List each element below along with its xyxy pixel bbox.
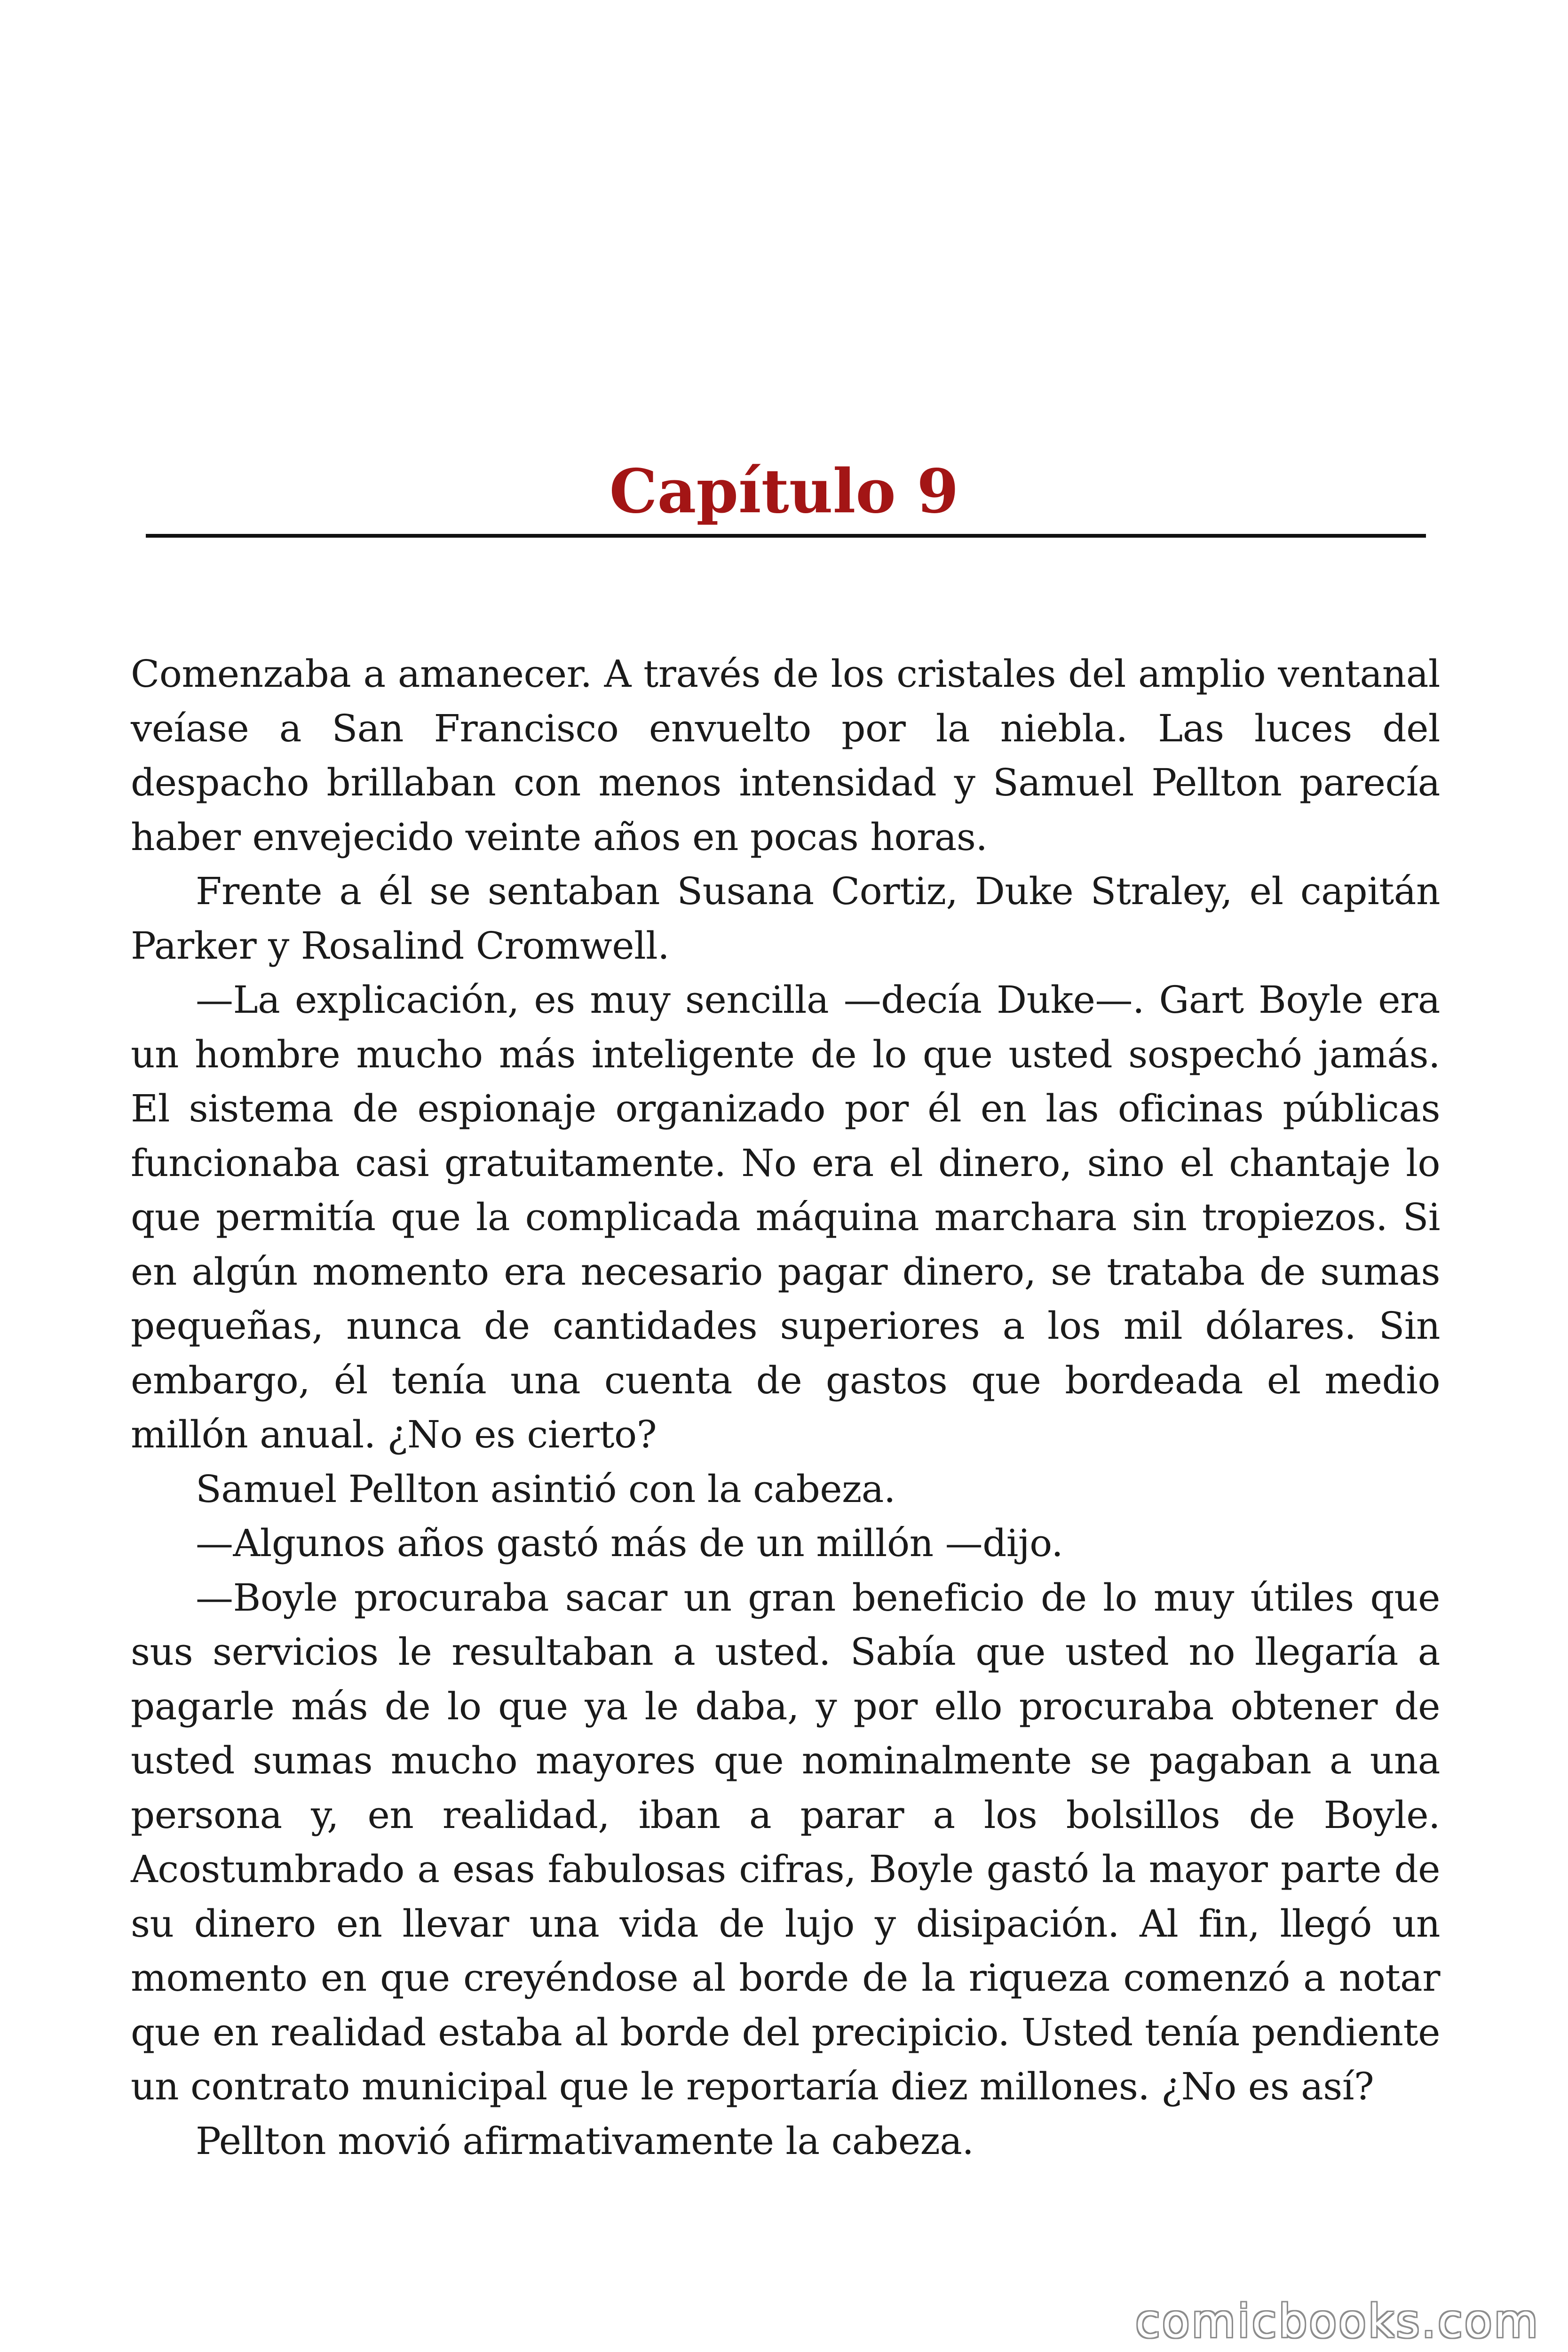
title-divider: [146, 534, 1426, 538]
paragraph: Samuel Pellton asintió con la cabeza.: [196, 1467, 895, 1511]
paragraph: Comenzaba a amanecer. A través de los cristales del amplio ventanal veíase a San Francisco envuelto por la niebla. Las luces del despacho brillaban con menos intensidad y Samuel Pellton parecía haber envejecido veinte años en pocas horas.: [131, 652, 1440, 859]
chapter-body: [131, 647, 1440, 2168]
paragraph: Frente a él se sentaban Susana Cortiz, Duke Straley, el capitán Parker y Rosalind Cromwell.: [131, 869, 1440, 968]
chapter-title: Capítulo 9: [609, 456, 959, 527]
watermark: comicbooks.com: [1135, 2295, 1540, 2348]
paragraph: —Algunos años gastó más de un millón —dijo.: [196, 1521, 1063, 1565]
paragraph: —Boyle procuraba sacar un gran beneficio de lo muy útiles que sus servicios le resultaban a usted. Sabía que usted no llegaría a pagarle más de lo que ya le daba, y por ello procuraba obtener de usted sumas mucho mayores que nominalmente se pagaban a una persona y, en realidad, iban a parar a los bolsillos de Boyle. Acostumbrado a esas fabulosas cifras, Boyle gastó la mayor parte de su dinero en llevar una vida de lujo y disipación. Al fin, llegó un momento en que creyéndose al borde de la riqueza comenzó a notar que en realidad estaba al borde del precipicio. Usted tenía pendiente un contrato municipal que le reportaría diez millones. ¿No es así?: [131, 1575, 1440, 2108]
paragraph: —La explicación, es muy sencilla —decía Duke—. Gart Boyle era un hombre mucho más inteligente de lo que usted sospechó jamás. El sistema de espionaje organizado por él en las oficinas públicas funcionaba casi gratuitamente. No era el dinero, sino el chantaje lo que permitía que la complicada máquina marchara sin tropiezos. Si en algún momento era necesario pagar dinero, se trataba de sumas pequeñas, nunca de cantidades superiores a los mil dólares. Sin embargo, él tenía una cuenta de gastos que bordeada el medio millón anual. ¿No es cierto?: [131, 978, 1440, 1456]
paragraph: Pellton movió afirmativamente la cabeza.: [196, 2119, 974, 2163]
